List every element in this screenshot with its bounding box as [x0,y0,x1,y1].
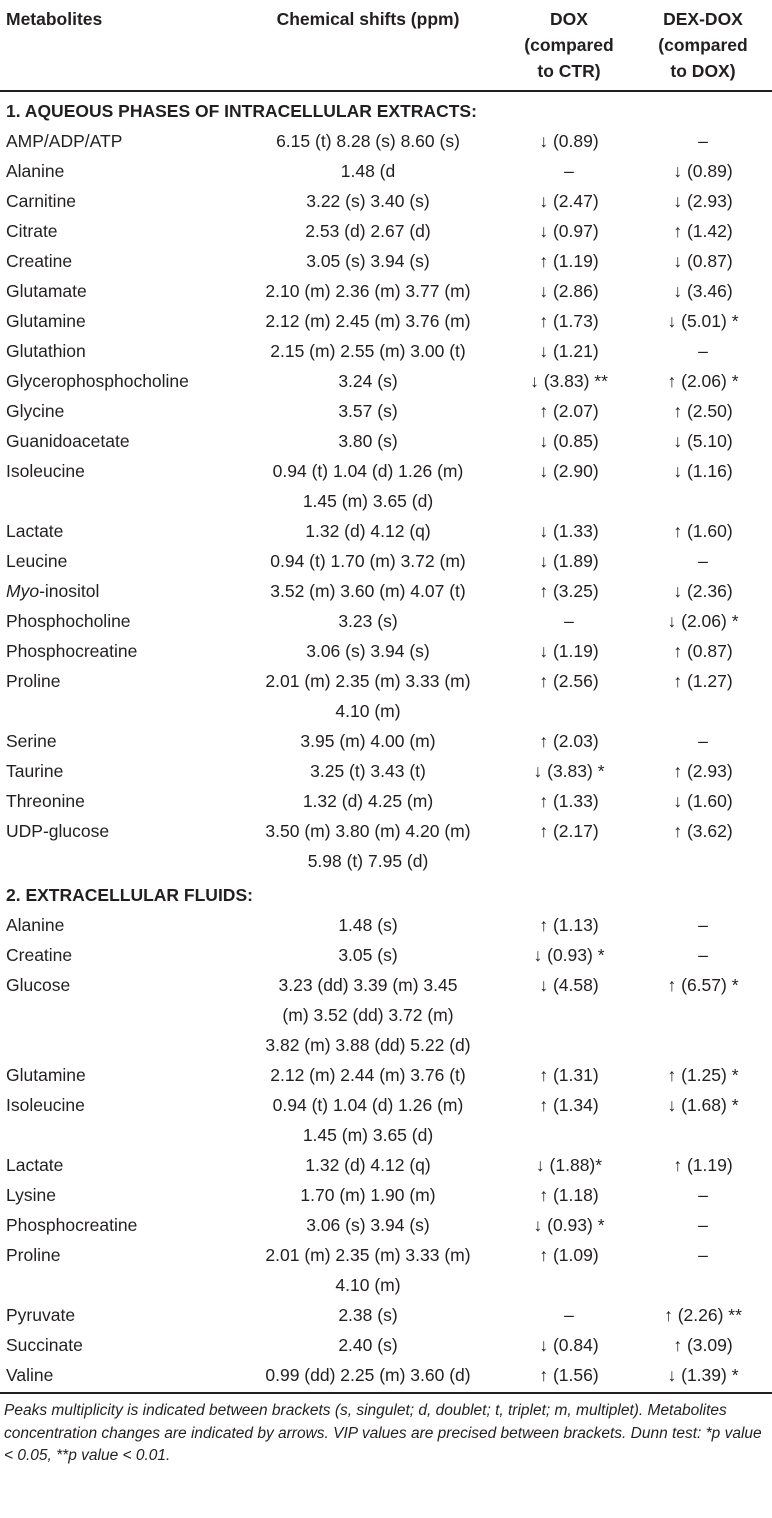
dexdox-change: ↓ (0.89) [673,161,733,181]
chemical-shift-line: 0.94 (t) 1.04 (d) 1.26 (m) [272,461,464,481]
chemical-shift-line: 6.15 (t) 8.28 (s) 8.60 (s) [276,131,460,151]
table-row [0,546,772,576]
table-row [0,1060,772,1090]
section-title: 1. AQUEOUS PHASES OF INTRACELLULAR EXTRACTS: [6,101,477,121]
dexdox-change: – [698,915,708,935]
dox-change: ↓ (0.97) [539,221,599,241]
chemical-shift-line: 1.45 (m) 3.65 (d) [302,1125,434,1145]
dexdox-change: ↓ (2.06) * [667,611,739,631]
table-row [0,396,772,426]
dexdox-change: ↑ (2.06) * [667,371,739,391]
chemical-shift-line: 2.15 (m) 2.55 (m) 3.00 (t) [270,341,466,361]
header-dox-line: DOX [550,9,588,29]
chemical-shift-line: 2.12 (m) 2.44 (m) 3.76 (t) [270,1065,466,1085]
header-dexdox-line: DEX-DOX [663,9,743,29]
dox-change: ↓ (2.86) [539,281,599,301]
table-row [0,1150,772,1180]
table-row [0,276,772,306]
chemical-shift-line: 3.57 (s) [338,401,398,421]
section-header-row [0,876,772,910]
header-dexdox-line: (compared [658,35,748,55]
chemical-shift-line: 3.50 (m) 3.80 (m) 4.20 (m) [265,821,471,841]
table-row [0,1180,772,1210]
dexdox-change: ↑ (1.19) [673,1155,733,1175]
chemical-shift-line: 3.05 (s) [338,945,398,965]
table-row [0,456,772,516]
dox-change: ↑ (1.33) [539,791,599,811]
dexdox-change: ↓ (1.60) [673,791,733,811]
chemical-shift-line: 0.94 (t) 1.70 (m) 3.72 (m) [270,551,466,571]
chemical-shift-line: 3.52 (m) 3.60 (m) 4.07 (t) [270,581,466,601]
dexdox-change: – [698,945,708,965]
chemical-shift-cell [232,1150,504,1180]
table-row [0,426,772,456]
metabolite-name: AMP/ADP/ATP [6,131,123,151]
dexdox-change: ↓ (1.16) [673,461,733,481]
dox-change: ↓ (1.21) [539,341,599,361]
chemical-shift-cell [232,396,504,426]
table-row [0,336,772,366]
dox-change: ↑ (1.19) [539,251,599,271]
metabolite-name: Lactate [6,521,64,541]
dexdox-change: ↑ (2.26) ** [664,1305,742,1325]
metabolite-name: Creatine [6,251,73,271]
chemical-shift-line: 2.38 (s) [338,1305,398,1325]
chemical-shift-line: 3.95 (m) 4.00 (m) [300,731,436,751]
chemical-shift-cell [232,726,504,756]
metabolite-name: Carnitine [6,191,77,211]
metabolite-name: Succinate [6,1335,83,1355]
dexdox-change: – [698,1245,708,1265]
metabolite-name: Glutamine [6,1065,86,1085]
dox-change: – [564,1305,574,1325]
metabolite-name: Alanine [6,915,65,935]
dexdox-change: ↑ (6.57) * [667,975,739,995]
dox-change: ↓ (1.19) [539,641,599,661]
table-row [0,366,772,396]
dexdox-change: – [698,341,708,361]
chemical-shift-line: 3.25 (t) 3.43 (t) [310,761,426,781]
dexdox-change: ↓ (0.87) [673,251,733,271]
dox-change: ↓ (0.89) [539,131,599,151]
chemical-shift-line: 2.53 (d) 2.67 (d) [305,221,431,241]
chemical-shift-cell [232,456,504,516]
chemical-shift-cell [232,306,504,336]
metabolite-name: Glutamate [6,281,87,301]
chemical-shift-line: (m) 3.52 (dd) 3.72 (m) [282,1005,454,1025]
chemical-shift-cell [232,336,504,366]
dox-change: ↓ (1.89) [539,551,599,571]
metabolite-name [0,576,232,606]
dox-change: ↓ (0.84) [539,1335,599,1355]
table-row [0,1360,772,1393]
chemical-shift-cell [232,636,504,666]
chemical-shift-cell [232,910,504,940]
chemical-shift-cell [232,1360,504,1393]
dexdox-change: ↑ (1.60) [673,521,733,541]
metabolite-name: Threonine [6,791,85,811]
header-dox-line: (compared [524,35,614,55]
metabolite-name: Phosphocreatine [6,641,138,661]
chemical-shift-cell [232,940,504,970]
section-title: 2. EXTRACELLULAR FLUIDS: [6,885,253,905]
dexdox-change: ↓ (5.01) * [667,311,739,331]
metabolite-name: Alanine [6,161,65,181]
dox-change: – [564,611,574,631]
chemical-shift-line: 3.23 (dd) 3.39 (m) 3.45 [278,975,458,995]
dox-change: ↑ (1.31) [539,1065,599,1085]
metabolite-name: Guanidoacetate [6,431,130,451]
chemical-shift-line: 0.99 (dd) 2.25 (m) 3.60 (d) [265,1365,471,1385]
dexdox-change: ↑ (1.25) * [667,1065,739,1085]
dexdox-change: ↑ (3.09) [673,1335,733,1355]
metabolite-name: Phosphocholine [6,611,131,631]
table-row [0,1240,772,1300]
chemical-shift-cell [232,816,504,876]
table-row [0,516,772,546]
chemical-shift-line: 4.10 (m) [335,1275,401,1295]
chemical-shift-line: 1.48 (d [340,161,396,181]
dexdox-change: ↑ (0.87) [673,641,733,661]
header-dox-line: to CTR) [537,61,601,81]
dexdox-change: – [698,131,708,151]
chemical-shift-cell [232,366,504,396]
chemical-shift-cell [232,1060,504,1090]
chemical-shift-line: 3.06 (s) 3.94 (s) [306,641,430,661]
dexdox-change: – [698,731,708,751]
metabolite-name: Glutamine [6,311,86,331]
chemical-shift-line: 3.23 (s) [338,611,398,631]
dox-change: ↓ (0.93) * [533,1215,605,1235]
chemical-shift-line: 1.45 (m) 3.65 (d) [302,491,434,511]
dexdox-change: – [698,1185,708,1205]
table-row [0,940,772,970]
dox-change: ↑ (2.07) [539,401,599,421]
chemical-shift-line: 5.98 (t) 7.95 (d) [307,851,429,871]
dexdox-change: ↓ (3.46) [673,281,733,301]
chemical-shift-cell [232,426,504,456]
table-row [0,306,772,336]
table-footnote: Peaks multiplicity is indicated between brackets (s, singulet; d, doublet; t, triplet; m, multiplet). Metabolites concentration changes are indicated by arrows. VIP values are precised between brackets. Dunn test: *p value < 0.05, **p value < 0.01. [4,1402,762,1464]
dox-change: ↑ (1.18) [539,1185,599,1205]
metabolite-name: Serine [6,731,57,751]
metabolite-name: Proline [6,671,61,691]
header-metabolites: Metabolites [6,9,103,29]
chemical-shift-line: 3.80 (s) [338,431,398,451]
chemical-shift-cell [232,156,504,186]
chemical-shift-line: 2.01 (m) 2.35 (m) 3.33 (m) [265,671,471,691]
chemical-shift-cell [232,576,504,606]
chemical-shift-cell [232,1210,504,1240]
dox-change: ↑ (1.13) [539,915,599,935]
dexdox-change: ↓ (1.68) * [667,1095,739,1115]
dox-change: ↑ (2.03) [539,731,599,751]
chemical-shift-line: 0.94 (t) 1.04 (d) 1.26 (m) [272,1095,464,1115]
chemical-shift-line: 3.22 (s) 3.40 (s) [306,191,430,211]
chemical-shift-cell [232,786,504,816]
dox-change: ↑ (1.09) [539,1245,599,1265]
chemical-shift-cell [232,1330,504,1360]
metabolite-name: Citrate [6,221,58,241]
dox-change: ↓ (1.33) [539,521,599,541]
chemical-shift-cell [232,516,504,546]
chemical-shift-line: 2.12 (m) 2.45 (m) 3.76 (m) [265,311,471,331]
dox-change: ↑ (2.56) [539,671,599,691]
metabolite-name: Glucose [6,975,71,995]
table-row [0,636,772,666]
header-dexdox-line: to DOX) [670,61,736,81]
chemical-shift-line: 1.32 (d) 4.12 (q) [305,521,431,541]
metabolite-name: Glutathion [6,341,86,361]
metabolite-name: Pyruvate [6,1305,76,1325]
dexdox-change: ↑ (1.27) [673,671,733,691]
chemical-shift-cell [232,1180,504,1210]
chemical-shift-line: 1.48 (s) [338,915,398,935]
metabolite-name: Lysine [6,1185,56,1205]
header-chemical-shifts: Chemical shifts (ppm) [276,9,460,29]
chemical-shift-line: 3.82 (m) 3.88 (dd) 5.22 (d) [265,1035,471,1055]
dexdox-change: ↑ (2.50) [673,401,733,421]
chemical-shift-line: 1.32 (d) 4.25 (m) [302,791,434,811]
chemical-shift-cell [232,216,504,246]
metabolite-name: Lactate [6,1155,64,1175]
metabolite-name-rest: -inositol [39,581,100,601]
metabolite-name: Leucine [6,551,68,571]
table-header-row [0,0,772,91]
chemical-shift-cell [232,970,504,1060]
chemical-shift-line: 3.05 (s) 3.94 (s) [306,251,430,271]
chemical-shift-line: 2.40 (s) [338,1335,398,1355]
dexdox-change: ↑ (3.62) [673,821,733,841]
table-row [0,1330,772,1360]
dox-change: ↓ (4.58) [539,975,599,995]
dox-change: ↑ (3.25) [539,581,599,601]
table-row [0,726,772,756]
table-row [0,756,772,786]
table-row [0,666,772,726]
table-row [0,1300,772,1330]
table-row [0,216,772,246]
chemical-shift-cell [232,1240,504,1300]
chemical-shift-line: 4.10 (m) [335,701,401,721]
dexdox-change: ↓ (2.93) [673,191,733,211]
dox-change: ↑ (2.17) [539,821,599,841]
dexdox-change: – [698,551,708,571]
table-row [0,186,772,216]
table-row [0,970,772,1060]
dexdox-change: – [698,1215,708,1235]
metabolite-name: Proline [6,1245,61,1265]
table-row [0,786,772,816]
dox-change: ↓ (0.85) [539,431,599,451]
metabolite-name: Valine [6,1365,54,1385]
chemical-shift-cell [232,546,504,576]
table-row [0,126,772,156]
metabolite-name: Isoleucine [6,461,85,481]
chemical-shift-line: 1.32 (d) 4.12 (q) [305,1155,431,1175]
chemical-shift-cell [232,126,504,156]
table-body [0,91,772,1393]
dox-change: ↓ (0.93) * [533,945,605,965]
header-dox [504,0,634,91]
chemical-shift-line: 2.10 (m) 2.36 (m) 3.77 (m) [265,281,471,301]
metabolite-name: Glycine [6,401,65,421]
chemical-shift-line: 3.24 (s) [338,371,398,391]
table-row [0,606,772,636]
table-row [0,156,772,186]
dox-change: ↑ (1.73) [539,311,599,331]
dox-change: ↓ (3.83) * [533,761,605,781]
chemical-shift-cell [232,1300,504,1330]
chemical-shift-line: 2.01 (m) 2.35 (m) 3.33 (m) [265,1245,471,1265]
section-header-row [0,91,772,126]
chemical-shift-cell [232,606,504,636]
table-row [0,246,772,276]
dexdox-change: ↑ (1.42) [673,221,733,241]
dox-change: ↓ (2.90) [539,461,599,481]
metabolite-name: Glycerophosphocholine [6,371,189,391]
dox-change: ↓ (1.88)* [535,1155,603,1175]
table-row [0,576,772,606]
dox-change: ↑ (1.34) [539,1095,599,1115]
metabolite-name: Creatine [6,945,73,965]
chemical-shift-cell [232,276,504,306]
metabolite-name-italic-part: Myo [6,581,40,601]
chemical-shift-cell [232,666,504,726]
dox-change: ↓ (2.47) [539,191,599,211]
dox-change: – [564,161,574,181]
table-row [0,910,772,940]
metabolite-name: UDP-glucose [6,821,110,841]
table-row [0,1090,772,1150]
dox-change: ↑ (1.56) [539,1365,599,1385]
metabolite-name: Isoleucine [6,1095,85,1115]
header-dexdox [634,0,772,91]
chemical-shift-cell [232,756,504,786]
dox-change: ↓ (3.83) ** [530,371,608,391]
chemical-shift-cell [232,186,504,216]
chemical-shift-line: 3.06 (s) 3.94 (s) [306,1215,430,1235]
dexdox-change: ↓ (1.39) * [667,1365,739,1385]
metabolite-name: Taurine [6,761,64,781]
table-row [0,816,772,876]
metabolite-name: Phosphocreatine [6,1215,138,1235]
table-row [0,1210,772,1240]
chemical-shift-cell [232,1090,504,1150]
dexdox-change: ↓ (2.36) [673,581,733,601]
chemical-shift-line: 1.70 (m) 1.90 (m) [300,1185,436,1205]
dexdox-change: ↑ (2.93) [673,761,733,781]
chemical-shift-cell [232,246,504,276]
dexdox-change: ↓ (5.10) [673,431,733,451]
